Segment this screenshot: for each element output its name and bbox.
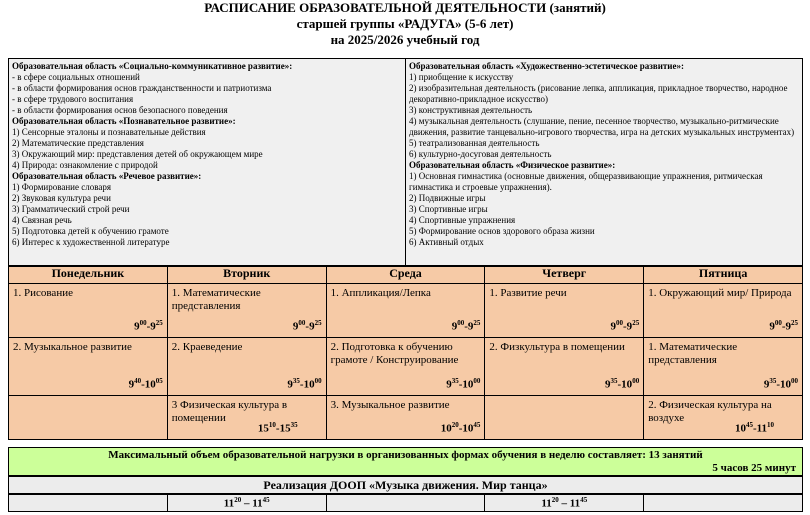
area-item: 2) изобразительная деятельность (рисование лепка, аппликация, прикладное творчество, народное декоративно-прикладное искусство) — [409, 83, 788, 104]
area-item: 1) Формирование словаря — [12, 182, 111, 192]
dood-time-cell: $11^{20} - 11^{45}$ — [167, 495, 326, 512]
lesson-name: 2. Краеведение — [171, 341, 243, 353]
dood-time-cell — [326, 495, 485, 512]
day-thursday: Четверг — [485, 267, 644, 284]
area-heading: Образовательная область «Познавательное развитие»: — [12, 116, 236, 126]
area-item: 4) Природа: ознакомление с природой — [12, 160, 158, 170]
summary-line-2: 5 часов 25 минут — [712, 462, 796, 474]
lesson-cell — [9, 396, 168, 440]
lesson-name: 3 Физическая культура в помещении — [171, 399, 288, 424]
area-item: - в области формирования основ безопасного поведения — [12, 105, 228, 115]
lesson-cell — [485, 396, 644, 440]
day-friday: Пятница — [644, 267, 803, 284]
lesson-name: 1. Математические представления — [648, 341, 738, 366]
day-monday: Понедельник — [9, 267, 168, 284]
area-item: - в сфере трудового воспитания — [12, 94, 134, 104]
lesson-name: 1. Математические представления — [171, 287, 261, 312]
lesson-time: $9^{35}-10^{00}$ — [763, 377, 798, 391]
educational-areas-box — [8, 58, 803, 266]
area-item: 5) Подготовка детей к обучению грамоте — [12, 226, 169, 236]
lesson-time: $10^{20}-10^{45}$ — [440, 421, 481, 435]
lesson-time: $10^{45}-11^{10}$ — [734, 421, 774, 435]
lesson-name: 1. Развитие речи — [489, 287, 567, 299]
area-item: 6) культурно-досуговая деятельность — [409, 149, 552, 159]
title-line-3: на 2025/2026 учебный год — [330, 32, 480, 47]
lesson-name: 1. Окружающий мир/ Природа — [648, 287, 792, 299]
day-tuesday: Вторник — [167, 267, 326, 284]
lesson-time: $9^{00}-9^{25}$ — [451, 319, 481, 333]
area-item: 1) приобщение к искусству — [409, 72, 514, 82]
lesson-name: 1. Рисование — [13, 287, 73, 299]
lesson-time: $9^{00}-9^{25}$ — [769, 319, 798, 333]
area-item: 6) Активный отдых — [409, 237, 484, 247]
schedule-row — [9, 284, 803, 338]
area-item: 2) Математические представления — [12, 138, 144, 148]
lesson-time: $9^{00}-9^{25}$ — [134, 319, 163, 333]
area-item: 2) Звуковая культура речи — [12, 193, 111, 203]
dood-times-row — [9, 495, 803, 512]
lesson-cell — [644, 338, 803, 396]
area-item: 1) Основная гимнастика (основные движения, общеразвивающие упражнения, ритмическая гимнастика и строевые упражнения). — [409, 171, 763, 192]
title-line-1: РАСПИСАНИЕ ОБРАЗОВАТЕЛЬНОЙ ДЕЯТЕЛЬНОСТИ (занятий) — [204, 0, 606, 15]
schedule-row — [9, 396, 803, 440]
lesson-cell — [326, 284, 485, 338]
area-item: 1) Сенсорные эталоны и познавательные действия — [12, 127, 206, 137]
schedule-table — [8, 266, 803, 440]
lesson-cell — [485, 338, 644, 396]
area-item: - в сфере социальных отношений — [12, 72, 140, 82]
area-item: 6) Интерес к художественной литературе — [12, 237, 170, 247]
area-item: 3) Спортивные игры — [409, 204, 488, 214]
lesson-name: 2. Подготовка к обучению грамоте / Конструирование — [330, 341, 459, 366]
area-heading: Образовательная область «Речевое развитие»: — [12, 171, 202, 181]
area-item: 4) Связная речь — [12, 215, 72, 225]
dood-times-table — [8, 494, 803, 512]
dood-time-cell — [9, 495, 168, 512]
dood-title: Реализация ДООП «Музыка движения. Мир танца» — [8, 476, 803, 494]
area-heading: Образовательная область «Социально-коммуникативное развитие»: — [12, 61, 293, 71]
lesson-name: 3. Музыкальное развитие — [330, 399, 450, 411]
lesson-time: $9^{00}-9^{25}$ — [292, 319, 322, 333]
area-item: - в области формирования основ гражданственности и патриотизма — [12, 83, 272, 93]
area-item: 4) музыкальная деятельность (слушание, пение, песенное творчество, музыкально-ритмические движения, развитие танцевально-игрового творчества, игра на детских музыкальных инструментах) — [409, 116, 795, 137]
lesson-cell — [485, 284, 644, 338]
areas-left-column — [9, 59, 405, 265]
area-item: 5) Формирование основ здорового образа жизни — [409, 226, 595, 236]
area-item: 4) Спортивные упражнения — [409, 215, 516, 225]
dood-time-cell: $11^{20} - 11^{45}$ — [485, 495, 644, 512]
day-wednesday: Среда — [326, 267, 485, 284]
summary-line-1: Максимальный объем образовательной нагрузки в организованных формах обучения в неделю составляет: 13 занятий — [108, 449, 703, 461]
area-item: 3) конструктивная деятельность — [409, 105, 533, 115]
lesson-name: 2. Физкультура в помещении — [489, 341, 625, 353]
lesson-time: $9^{00}-9^{25}$ — [610, 319, 640, 333]
lesson-cell — [167, 396, 326, 440]
lesson-time: $9^{35}-10^{00}$ — [287, 377, 322, 391]
weekly-load-summary — [8, 447, 803, 476]
lesson-time: $15^{10}-15^{35}$ — [257, 421, 298, 435]
title-line-2: старшей группы «РАДУГА» (5-6 лет) — [296, 16, 514, 31]
lesson-time: $9^{40}-10^{05}$ — [128, 377, 163, 391]
lesson-cell — [9, 284, 168, 338]
lesson-name: 2. Физическая культура на воздухе — [648, 399, 772, 424]
lesson-cell — [326, 396, 485, 440]
lesson-cell — [326, 338, 485, 396]
area-item: 2) Подвижные игры — [409, 193, 486, 203]
lesson-name: 1. Аппликация/Лепка — [330, 287, 431, 299]
area-item: 3) Окружающий мир: представления детей об окружающем мире — [12, 149, 263, 159]
lesson-time: $9^{35}-10^{00}$ — [605, 377, 640, 391]
page-header — [0, 0, 810, 48]
areas-right-column — [405, 59, 802, 265]
dood-time-cell — [644, 495, 803, 512]
area-heading: Образовательная область «Физическое развитие»: — [409, 160, 616, 170]
lesson-cell — [167, 338, 326, 396]
area-item: 3) Грамматический строй речи — [12, 204, 130, 214]
lesson-cell — [167, 284, 326, 338]
area-heading: Образовательная область «Художественно-эстетическое развитие»: — [409, 61, 684, 71]
lesson-time: $9^{35}-10^{00}$ — [446, 377, 481, 391]
lesson-cell — [644, 284, 803, 338]
schedule-row — [9, 338, 803, 396]
lesson-name: 2. Музыкальное развитие — [13, 341, 132, 353]
lesson-cell — [9, 338, 168, 396]
days-header-row — [9, 267, 803, 284]
area-item: 5) театрализованная деятельность — [409, 138, 540, 148]
lesson-cell — [644, 396, 803, 440]
